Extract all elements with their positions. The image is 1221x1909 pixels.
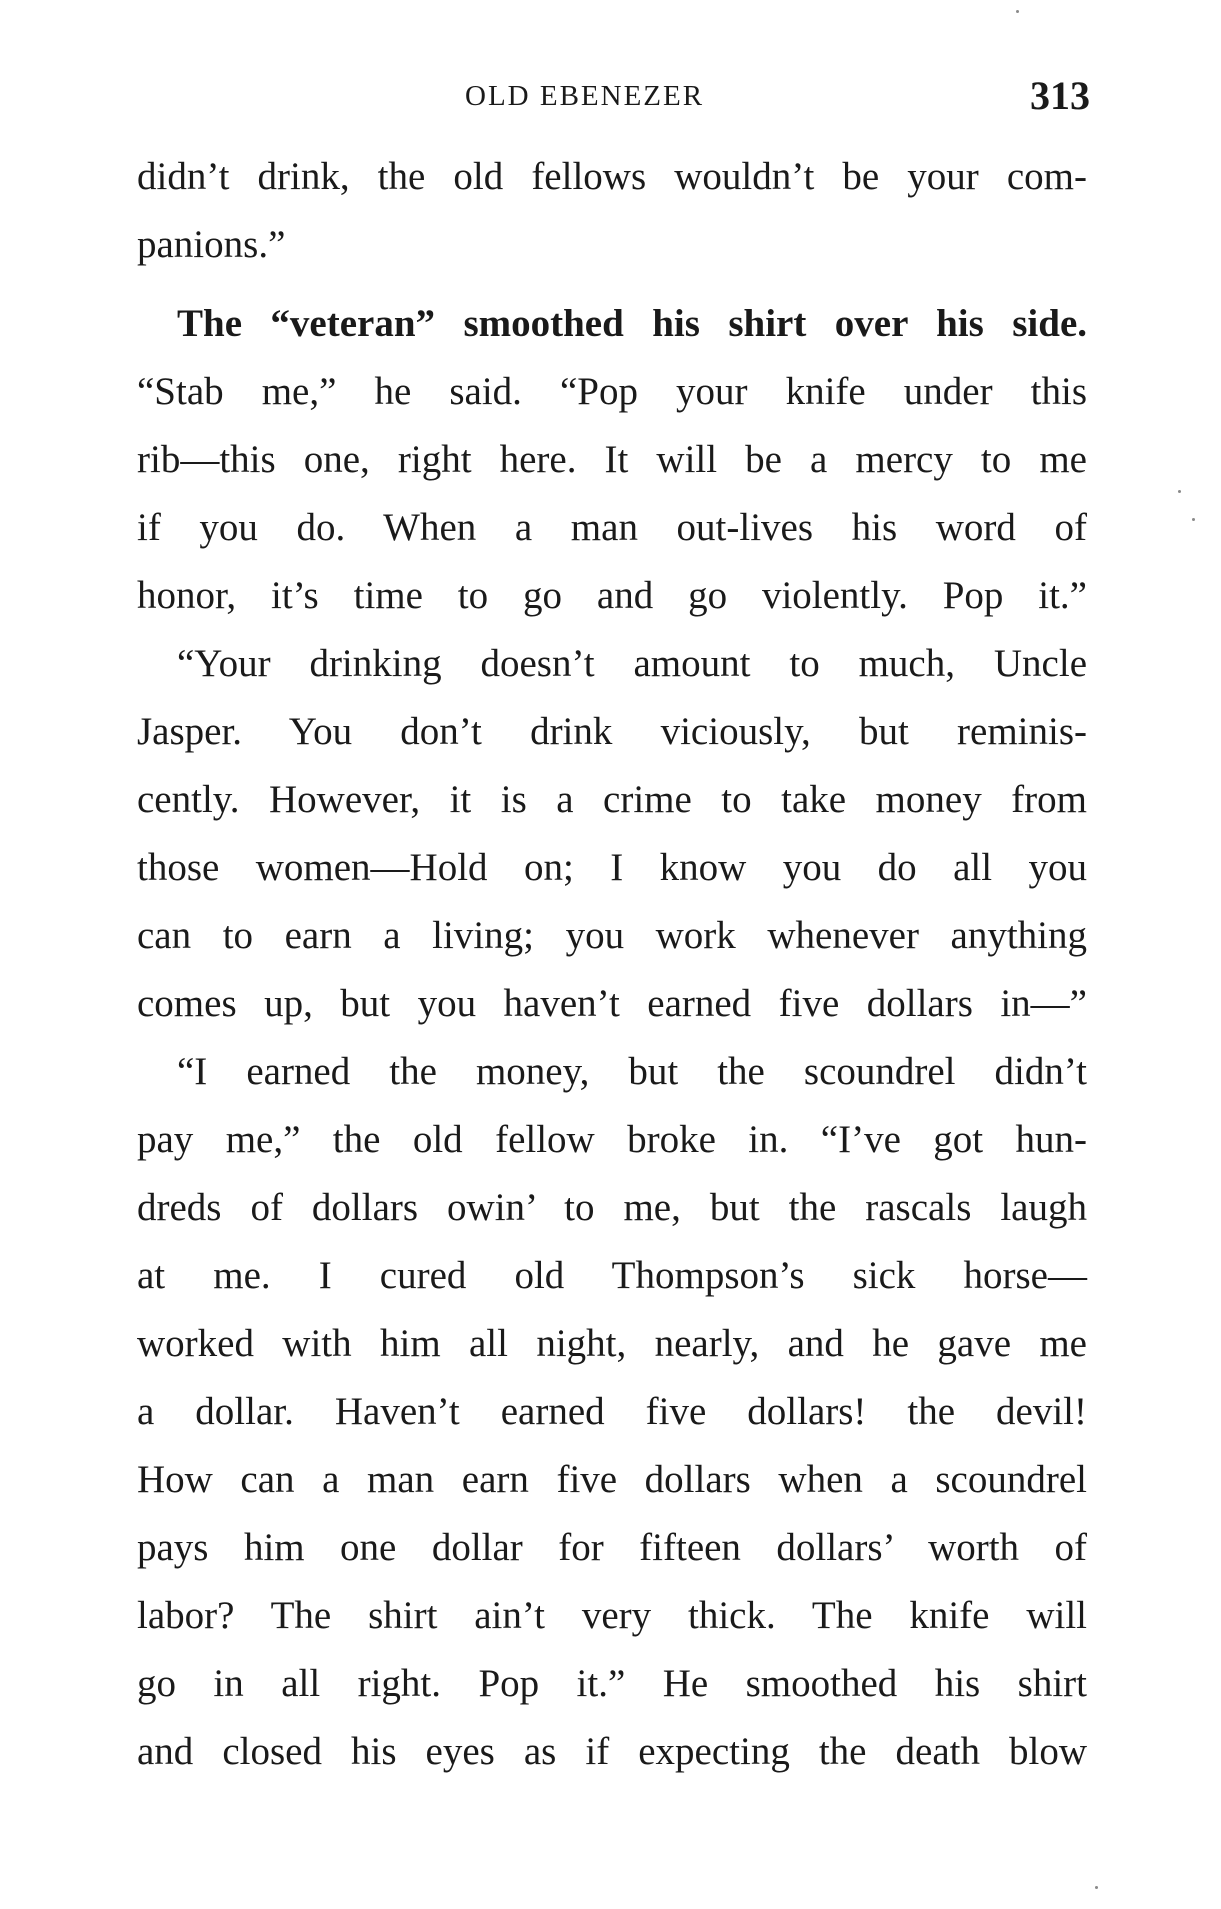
paper-speck [1192,518,1195,521]
text-line: “Your drinking doesn’t amount to much, Uncle [177,642,1087,685]
running-title: OLD EBENEZER [465,80,705,112]
text-line: at me. I cured old Thompson’s sick horse— [137,1254,1087,1297]
text-line: go in all right. Pop it.” He smoothed his shirt [137,1662,1087,1705]
text-line: “Stab me,” he said. “Pop your knife under this [137,370,1087,413]
text-line: those women—Hold on; I know you do all you [137,846,1087,889]
text-line: pays him one dollar for fifteen dollars’ worth of [137,1526,1087,1569]
paragraph [137,143,1087,279]
paper-speck [1095,1886,1098,1889]
text-line: can to earn a living; you work whenever anything [137,914,1087,957]
text-line: worked with him all night, nearly, and he gave me [137,1322,1087,1365]
page-number: 313 [1030,73,1090,118]
text-line: The “veteran” smoothed his shirt over his side. [177,302,1087,345]
text-line: “I earned the money, but the scoundrel didn’t [177,1050,1087,1093]
text-line: panions.” [137,223,286,266]
text-line: rib—this one, right here. It will be a mercy to me [137,438,1087,481]
text-line: How can a man earn five dollars when a scoundrel [137,1458,1087,1501]
text-line: if you do. When a man out-lives his word of [137,506,1087,549]
paragraph [137,1038,1087,1786]
text-line: didn’t drink, the old fellows wouldn’t be your com- [137,155,1087,198]
text-line: and closed his eyes as if expecting the death blow [137,1730,1087,1773]
text-line: labor? The shirt ain’t very thick. The knife will [137,1594,1087,1637]
text-line: pay me,” the old fellow broke in. “I’ve got hun- [137,1118,1087,1161]
paper-speck [1178,490,1181,493]
body-text [137,143,1087,1786]
paragraph [137,630,1087,1038]
text-line: comes up, but you haven’t earned five dollars in—” [137,982,1087,1025]
paper-speck [1016,10,1019,13]
text-line: cently. However, it is a crime to take money from [137,778,1087,821]
text-line: dreds of dollars owin’ to me, but the rascals laugh [137,1186,1087,1229]
text-line: honor, it’s time to go and go violently. Pop it.” [137,574,1087,617]
text-line: a dollar. Haven’t earned five dollars! the devil! [137,1390,1087,1433]
paragraph [137,290,1087,630]
text-line: Jasper. You don’t drink viciously, but reminis- [137,710,1087,753]
running-header [140,72,1090,122]
